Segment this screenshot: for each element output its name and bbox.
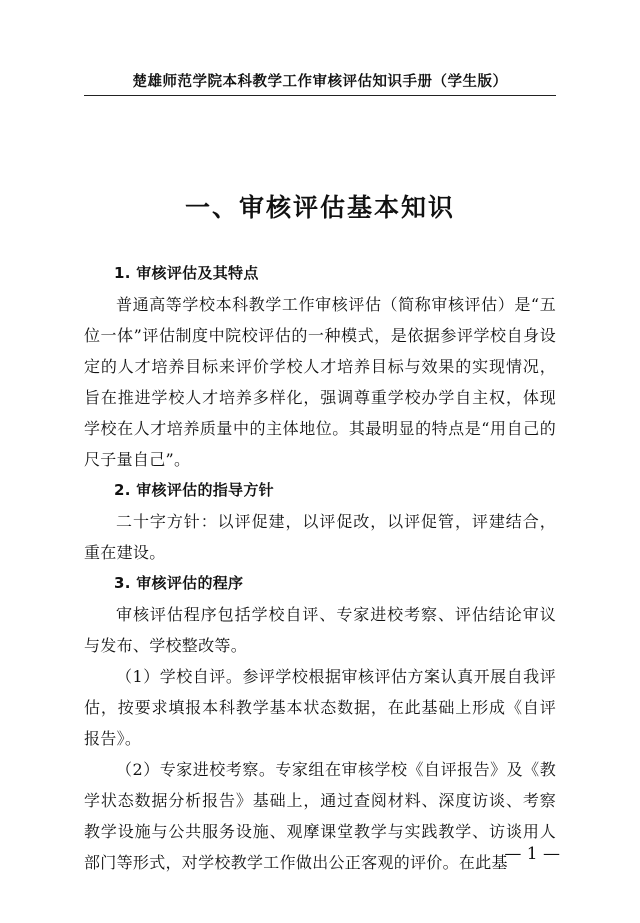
chapter-title: 一、审核评估基本知识 <box>184 193 455 222</box>
paragraph: （1）学校自评。参评学校根据审核评估方案认真开展自我评估，按要求填报本科教学基本状态数据，在此基础上形成《自评报告》。 <box>84 667 556 748</box>
paragraph: 二十字方针：以评促建，以评促改，以评促管，评建结合，重在建设。 <box>84 512 556 562</box>
header-rule <box>84 95 556 96</box>
section-heading: 2. 审核评估的指导方针 <box>114 481 274 499</box>
paragraph: （2）专家进校考察。专家组在审核学校《自评报告》及《教学状态数据分析报告》基础上，通过查阅材料、深度访谈、考察教学设施与公共服务设施、观摩课堂教学与实践教学、访谈用人部门等形式，对学校教学工作做出公正客观的评价。在此基 <box>84 760 556 872</box>
section-heading: 3. 审核评估的程序 <box>114 574 244 592</box>
body-content <box>84 258 556 878</box>
section-heading: 1. 审核评估及其特点 <box>114 264 259 282</box>
running-header: 楚雄师范学院本科教学工作审核评估知识手册（学生版） <box>132 74 508 90</box>
paragraph: 审核评估程序包括学校自评、专家进校考察、评估结论审议与发布、学校整改等。 <box>84 605 556 655</box>
paragraph: 普通高等学校本科教学工作审核评估（简称审核评估）是“五位一体”评估制度中院校评估的一种模式，是依据参评学校自身设定的人才培养目标来评价学校人才培养目标与效果的实现情况，旨在推进学校人才培养多样化，强调尊重学校办学自主权，体现学校在人才培养质量中的主体地位。其最明显的特点是“用自己的尺子量自己”。 <box>84 295 556 469</box>
page-number: — 1 — <box>504 844 560 864</box>
